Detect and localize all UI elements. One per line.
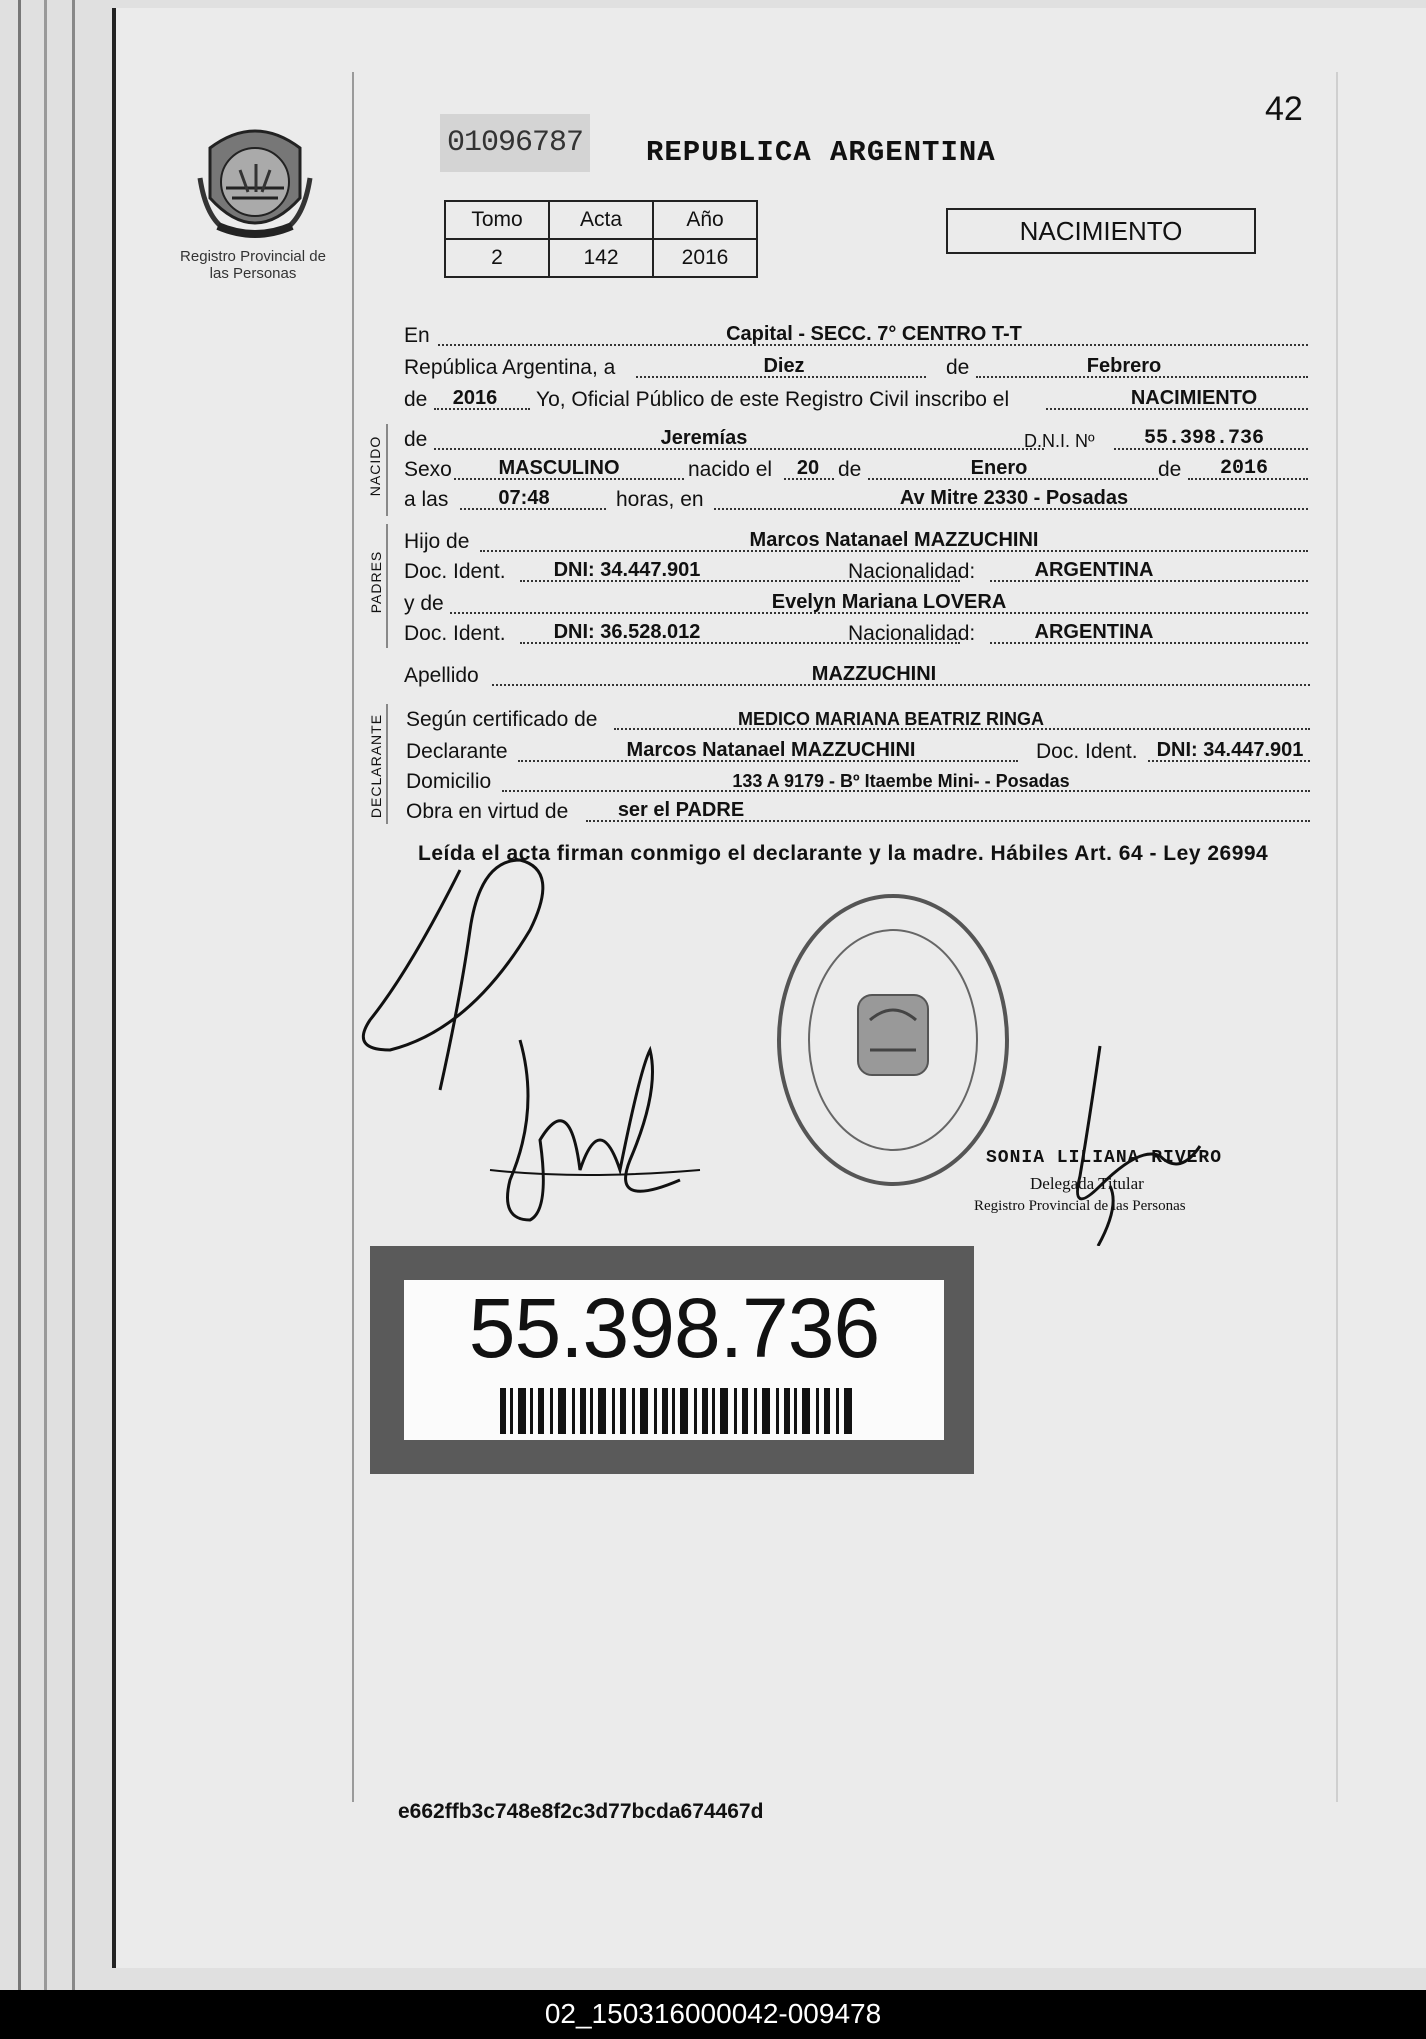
field-value: Marcos Natanael MAZZUCHINI: [749, 529, 1039, 551]
field-value: 07:48: [498, 487, 550, 509]
field-padre: [404, 526, 1308, 556]
field-label: Declarante: [406, 740, 508, 763]
field-en: [404, 320, 1308, 350]
document-hash: e662ffb3c748e8f2c3d77bcda674467d: [398, 1800, 764, 1823]
field-label: D.N.I. Nº: [1024, 431, 1095, 451]
field-label: Nacionalidad:: [848, 560, 976, 583]
register-value-tomo: 2: [445, 239, 549, 277]
sheet-edge: [44, 0, 47, 1990]
field-madre: [404, 588, 1308, 618]
field-value: MEDICO MARIANA BEATRIZ RINGA: [738, 709, 1044, 729]
field-label: Sexo: [404, 458, 452, 481]
register-value-ano: 2016: [653, 239, 757, 277]
misiones-crest-icon: [196, 118, 314, 246]
field-value: DNI: 36.528.012: [553, 621, 701, 643]
field-label: de: [404, 388, 428, 411]
field-value: 55.398.736: [1143, 427, 1265, 450]
field-value: MAZZUCHINI: [811, 663, 937, 685]
sheet-edge: [72, 0, 75, 1990]
official-role: Delegada Titular: [1030, 1174, 1144, 1193]
section-bracket: [386, 524, 388, 648]
field-label: Domicilio: [406, 770, 492, 793]
field-apellido: [404, 660, 1310, 690]
field-value: DNI: 34.447.901: [553, 559, 701, 581]
field-value: Enero: [970, 457, 1028, 479]
field-label: y de: [404, 592, 444, 615]
register-header-ano: Año: [653, 201, 757, 239]
serial-number: 01096787: [440, 114, 590, 172]
field-certificado: [406, 704, 1310, 734]
field-value: Febrero: [1086, 355, 1162, 377]
section-bracket: [386, 704, 388, 824]
field-label: Doc. Ident.: [1036, 740, 1138, 763]
signature-madre: [480, 1030, 710, 1230]
crest-label: Registro Provincial de las Personas: [180, 248, 326, 282]
footer-filename: 02_150316000042-009478: [544, 1998, 882, 2029]
field-label: Obra en virtud de: [406, 800, 569, 823]
field-madre-doc: [404, 618, 1308, 648]
barcode-number: 55.398.736: [468, 1281, 880, 1375]
field-value: NACIMIENTO: [1130, 387, 1258, 409]
register-table: [444, 200, 758, 278]
field-label: horas, en: [616, 488, 704, 511]
barcode-icon: [500, 1388, 860, 1434]
field-label: Apellido: [404, 664, 479, 687]
section-label-nacido: NACIDO: [367, 435, 383, 497]
field-label: de: [1158, 458, 1182, 481]
field-declarante: [406, 736, 1310, 766]
closing-statement: Leída el acta firman conmigo el declarante y la madre. Hábiles Art. 64 - Ley 26994: [418, 842, 1269, 865]
footer-bar: [0, 1990, 1426, 2039]
field-value: Marcos Natanael MAZZUCHINI: [626, 739, 916, 761]
field-obra: [406, 796, 1310, 826]
field-label: Según certificado de: [406, 708, 598, 731]
barcode-label: [370, 1246, 974, 1474]
sheet-edge: [18, 0, 21, 1990]
field-hora: [404, 484, 1308, 514]
register-header-tomo: Tomo: [445, 201, 549, 239]
field-value: Av Mitre 2330 - Posadas: [899, 487, 1129, 509]
field-nombre: [404, 424, 1308, 454]
field-label: de: [946, 356, 970, 379]
field-value: DNI: 34.447.901: [1156, 739, 1304, 761]
field-value: ARGENTINA: [1034, 559, 1154, 581]
section-bracket: [386, 424, 388, 516]
field-label: de: [838, 458, 862, 481]
register-header-acta: Acta: [549, 201, 653, 239]
register-value-acta: 142: [549, 239, 653, 277]
section-label-padres: PADRES: [368, 550, 384, 614]
field-value: Evelyn Mariana LOVERA: [771, 591, 1007, 613]
official-stamp-icon: [774, 890, 1012, 1190]
page-number: 42: [1265, 90, 1303, 128]
field-label: nacido el: [688, 458, 773, 481]
field-label: Nacionalidad:: [848, 622, 976, 645]
field-value: ARGENTINA: [1034, 621, 1154, 643]
field-value: 2016: [452, 387, 498, 409]
field-value: Jeremías: [660, 427, 748, 449]
official-name: SONIA LILIANA RIVERO: [986, 1148, 1223, 1168]
field-label: Doc. Ident.: [404, 622, 506, 645]
field-inscribo: [404, 384, 1308, 414]
field-label: Yo, Oficial Público de este Registro Civil inscribo el: [536, 388, 1010, 411]
official-organization: Registro Provincial de las Personas: [974, 1198, 1186, 1214]
field-domicilio: [406, 766, 1310, 796]
field-value: MASCULINO: [498, 457, 620, 479]
field-label: Hijo de: [404, 530, 470, 553]
document-title: REPUBLICA ARGENTINA: [646, 136, 996, 169]
field-republica: [404, 352, 1308, 382]
section-label-declarante: DECLARANTE: [368, 713, 384, 819]
field-label: de: [404, 428, 428, 451]
field-value: ser el PADRE: [617, 799, 745, 821]
barcode-panel: [404, 1280, 944, 1440]
field-sexo: [404, 454, 1308, 484]
field-label: a las: [404, 488, 449, 511]
field-label: Doc. Ident.: [404, 560, 506, 583]
field-value: Capital - SECC. 7° CENTRO T-T: [726, 323, 1022, 345]
field-value: 133 A 9179 - Bº Itaembe Mini- - Posadas: [732, 771, 1070, 791]
field-value: Diez: [763, 355, 805, 377]
field-value: 2016: [1219, 457, 1268, 480]
field-padre-doc: [404, 556, 1308, 586]
field-value: 20: [796, 457, 820, 479]
field-label: República Argentina, a: [404, 356, 616, 379]
field-label: En: [404, 324, 430, 347]
record-type: NACIMIENTO: [946, 208, 1256, 254]
